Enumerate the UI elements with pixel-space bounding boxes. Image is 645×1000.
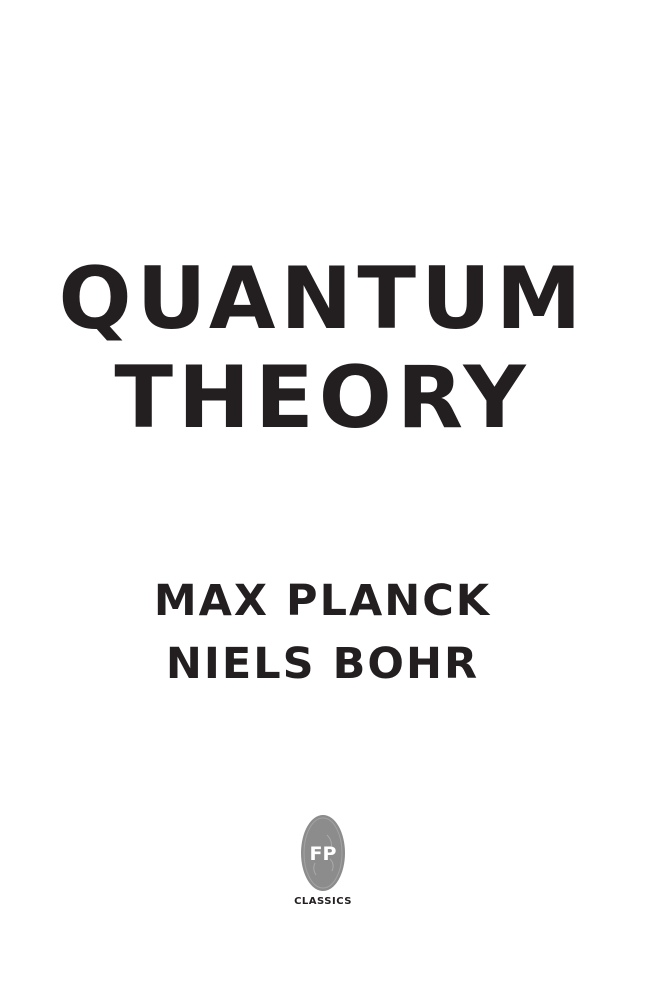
publisher-logo [288,813,358,913]
author-name-2: NIELS BOHR [165,639,480,689]
book-title-line-2: THEORY [114,348,531,448]
fp-oval-logo-icon [300,813,346,893]
book-title-line-1: QUANTUM [58,249,587,349]
logo-monogram: FP [309,843,337,865]
author-name-1: MAX PLANCK [153,576,492,626]
publisher-imprint: CLASSICS [294,896,352,907]
